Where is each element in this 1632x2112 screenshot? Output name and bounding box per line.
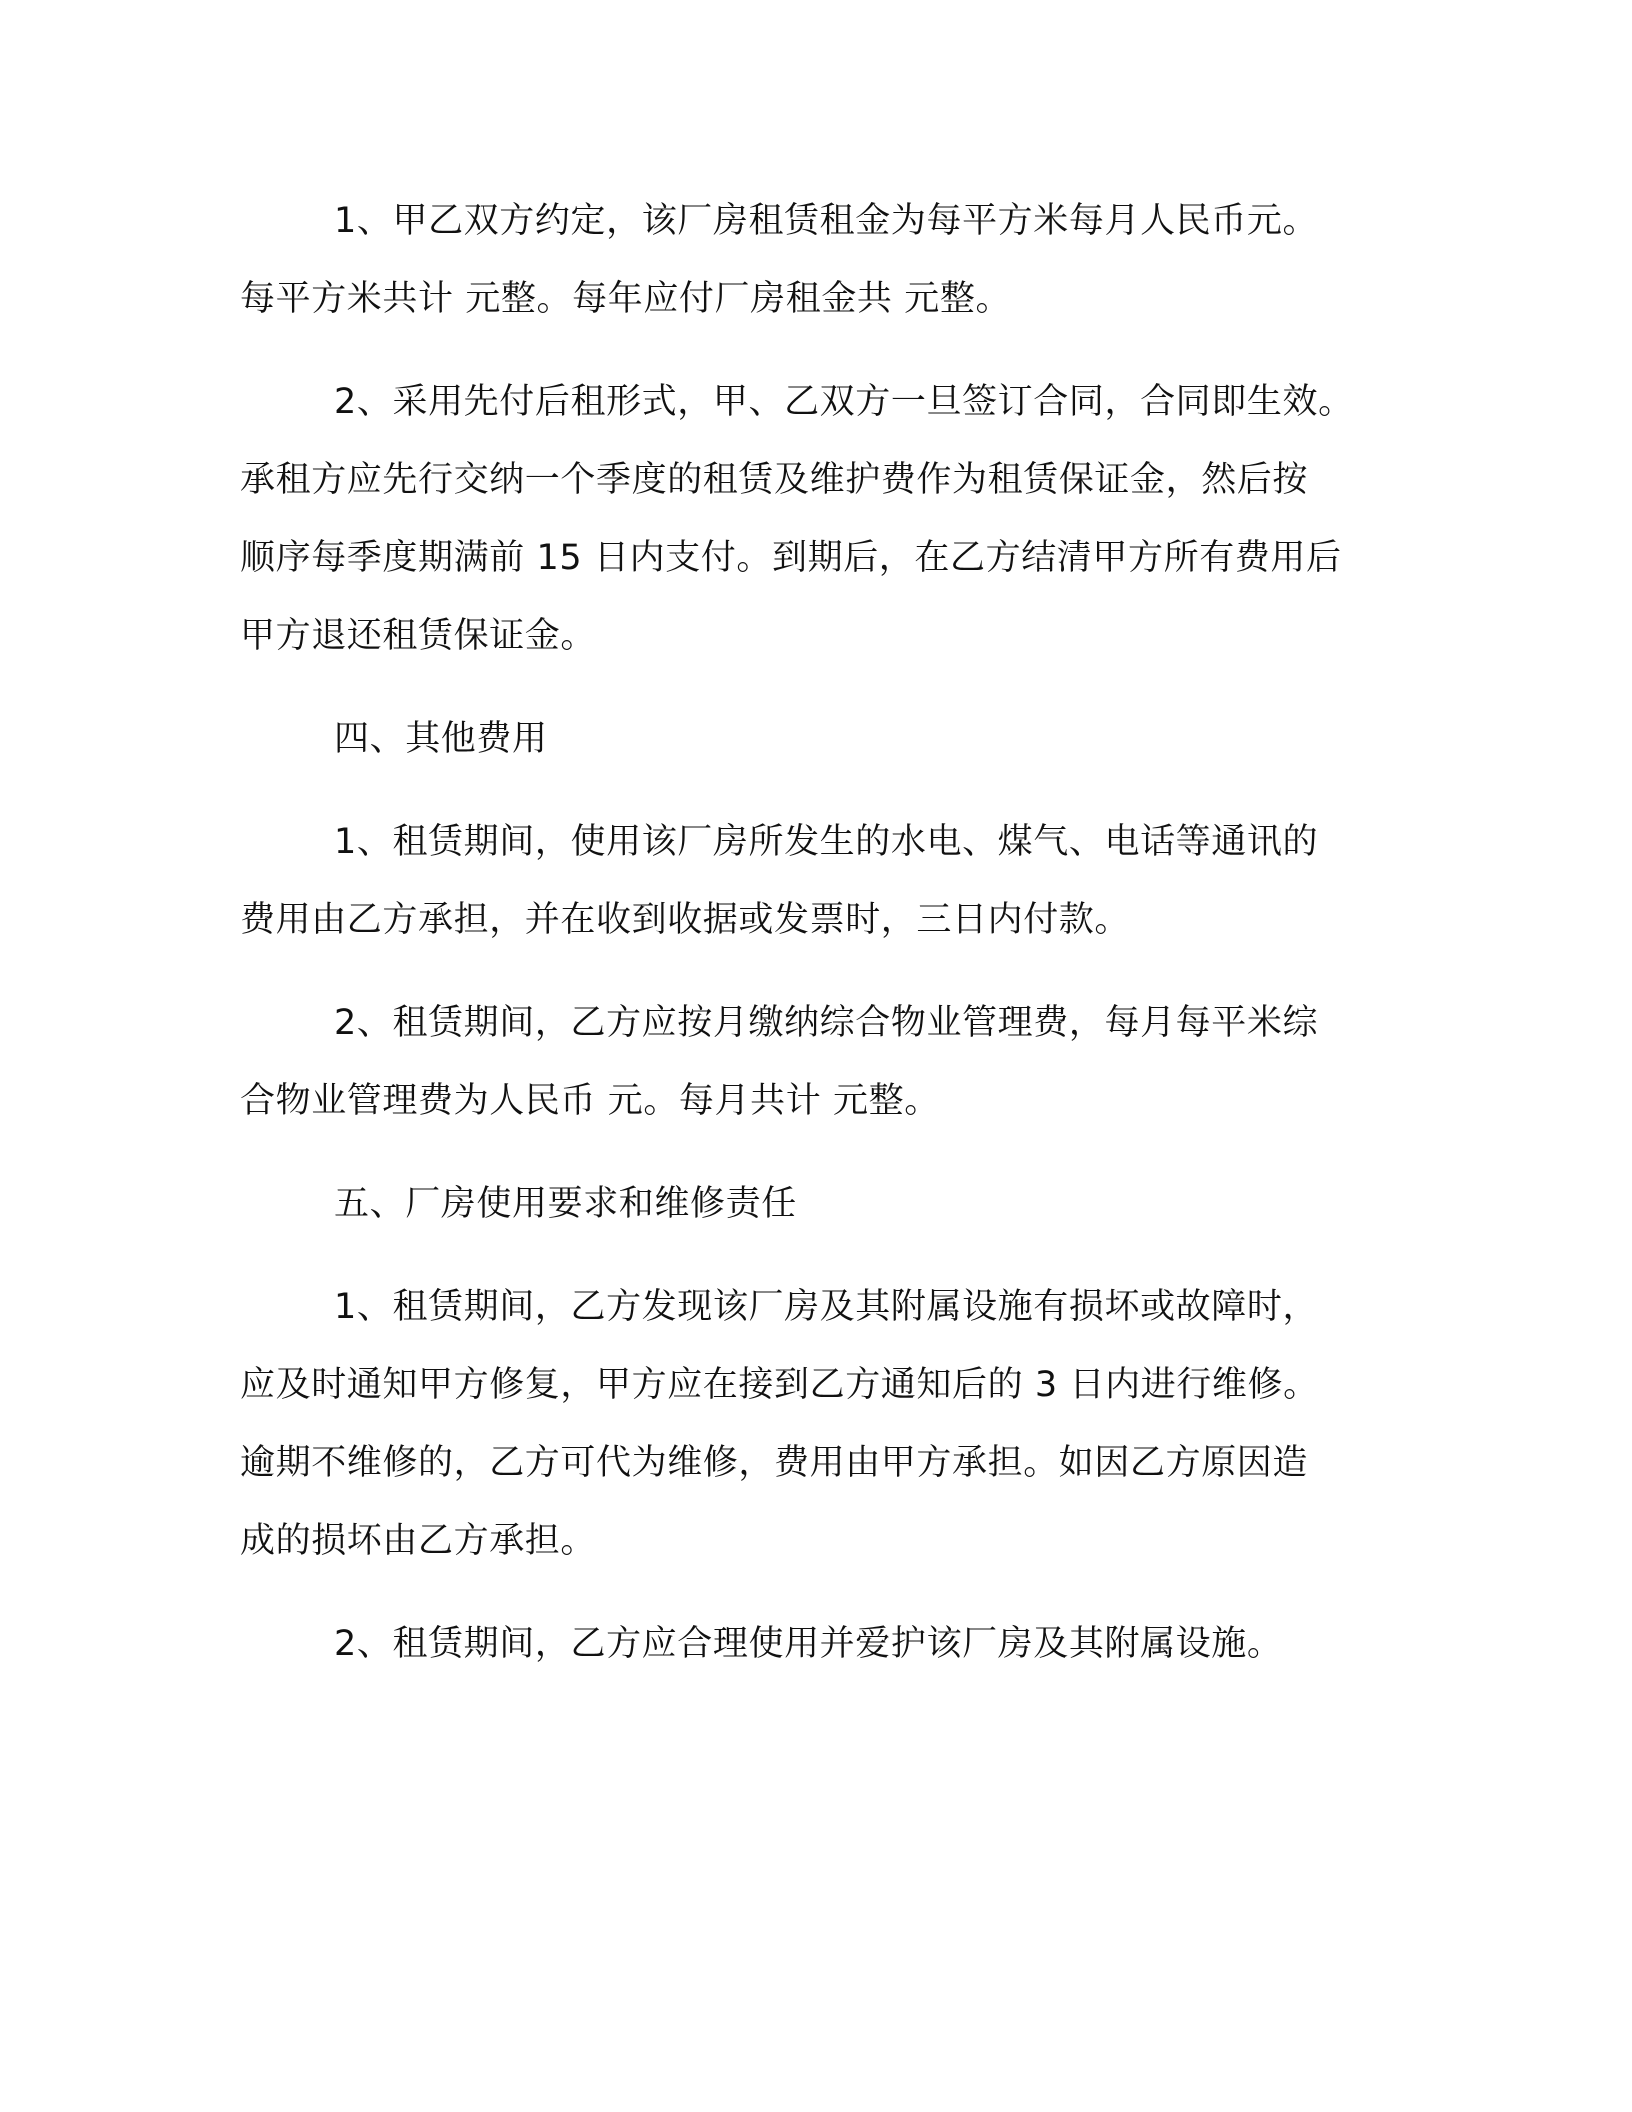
text-line: 2、租赁期间，乙方应合理使用并爱护该厂房及其附属设施。 <box>334 1624 1283 1664</box>
paragraph-payment-terms <box>240 363 1380 675</box>
text-line: 1、租赁期间，乙方发现该厂房及其附属设施有损坏或故障时， <box>334 1287 1319 1327</box>
text-line: 甲方退还租赁保证金。 <box>240 616 597 656</box>
paragraph-rent-amount <box>240 182 1380 338</box>
paragraph-utility-fees <box>240 803 1380 959</box>
text-line: 1、甲乙双方约定，该厂房租赁租金为每平方米每月人民币元。 <box>334 201 1319 241</box>
document-body <box>240 182 1380 1708</box>
paragraph-proper-use <box>240 1605 1380 1683</box>
paragraph-repair-responsibility <box>240 1268 1380 1580</box>
section-heading-usage-maintenance: 五、厂房使用要求和维修责任 <box>334 1184 797 1224</box>
text-line: 费用由乙方承担，并在收到收据或发票时，三日内付款。 <box>240 900 1131 940</box>
text-line: 承租方应先行交纳一个季度的租赁及维护费作为租赁保证金，然后按 <box>240 460 1309 500</box>
text-line: 逾期不维修的，乙方可代为维修，费用由甲方承担。如因乙方原因造 <box>240 1443 1309 1483</box>
paragraph-property-management-fee <box>240 984 1380 1140</box>
text-line: 每平方米共计 元整。每年应付厂房租金共 元整。 <box>240 279 1012 319</box>
text-line: 成的损坏由乙方承担。 <box>240 1521 597 1561</box>
text-line: 2、采用先付后租形式，甲、乙双方一旦签订合同，合同即生效。 <box>334 382 1354 422</box>
text-line: 应及时通知甲方修复，甲方应在接到乙方通知后的 3 日内进行维修。 <box>240 1365 1319 1405</box>
text-line: 合物业管理费为人民币 元。每月共计 元整。 <box>240 1081 940 1121</box>
text-line: 2、租赁期间，乙方应按月缴纳综合物业管理费，每月每平米综 <box>334 1003 1319 1043</box>
section-heading-other-fees: 四、其他费用 <box>334 719 548 759</box>
text-line: 顺序每季度期满前 15 日内支付。到期后，在乙方结清甲方所有费用后 <box>240 538 1342 578</box>
text-line: 1、租赁期间，使用该厂房所发生的水电、煤气、电话等通讯的 <box>334 822 1319 862</box>
